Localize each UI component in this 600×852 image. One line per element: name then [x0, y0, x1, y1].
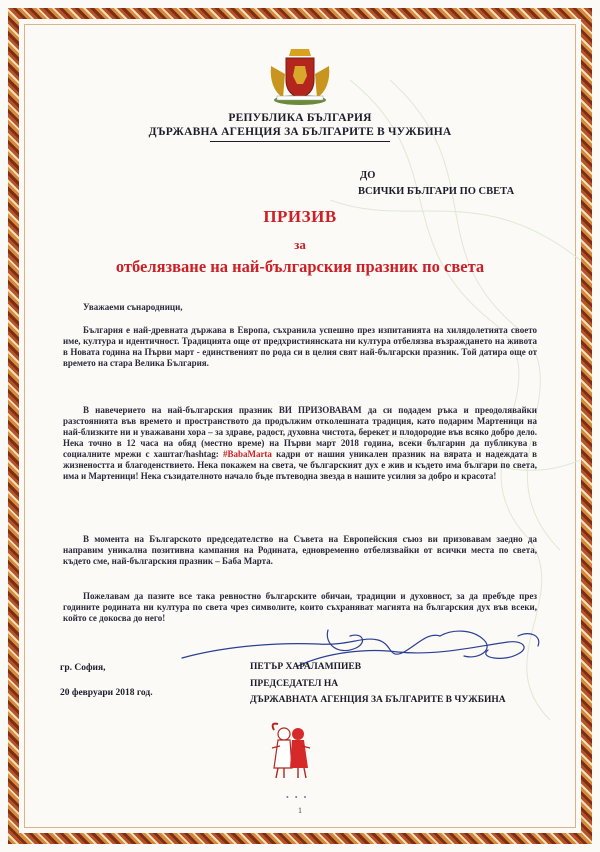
paragraph-2-part-a: В навечерието на най-българския празник ВИ ПРИЗОВАВАМ да си подадем ръка и преодолявайки разстоянията във времето и пространството да продължим отколешната традиция, като подарим Мартеници на най-близките ни и уважавани хора – за здраве, радост, духовна чистота, берекет и плодородие във всяко добро дело. Нека точно в 12 часа на обяд (местно време) на Първи март 2018 година, всеки българин да публикува в социалните мрежи с хаштаг/hashtag: — [63, 405, 537, 459]
martenitsa-doll-icon — [268, 722, 312, 780]
decorative-dots: • • • — [286, 793, 309, 802]
header-republic: РЕПУБЛИКА БЪЛГАРИЯ — [228, 112, 372, 124]
header-agency: ДЪРЖАВНА АГЕНЦИЯ ЗА БЪЛГАРИТЕ В ЧУЖБИНА — [148, 126, 452, 138]
recipient-name: ВСИЧКИ БЪЛГАРИ ПО СВЕТА — [358, 186, 515, 197]
paragraph-4: Пожелавам да пазите все така ревностно българските обичаи, традиции и духовност, за да пребъде през годините родината ни култура по света чрез символите, които съхраняват магията на българския дух във всеки, който се докосва до него! — [63, 591, 537, 623]
paragraph-1: България е най-древната държава в Европа, съхранила успешно през изпитанията на хилядолетията своето име, култура и идентичност. Традицията още от предхристиянската ни култура отбелязва възраждането на живота в Новата година на Първи март - единственият по рода си в целия свят най-български празник. Той датира още от времето на стара Велика България. — [63, 325, 537, 368]
coat-of-arms-icon — [267, 46, 333, 108]
signer-organization: ДЪРЖАВНАТА АГЕНЦИЯ ЗА БЪЛГАРИТЕ В ЧУЖБИНА — [250, 695, 506, 705]
greeting: Уважаеми сънародници, — [83, 302, 183, 312]
signer-name: ПЕТЪР ХАРАЛАМПИЕВ — [250, 662, 362, 672]
paragraph-3: В момента на Българското председателство на Съвета на Европейския съюз ви призовавам заедно да направим уникална позитивна кампания на Родината, едновременно отбелязвайки от всички места по света, където сме, най-българския празник – Баба Марта. — [63, 534, 537, 566]
place: гр. София, — [60, 663, 106, 673]
signer-role: ПРЕДСЕДАТЕЛ НА — [250, 679, 339, 689]
document-subtitle: отбелязване на най-българския празник по света — [115, 257, 485, 276]
paragraph-2 — [63, 405, 537, 482]
hashtag: #BabaMarta — [222, 449, 272, 459]
document-title: ПРИЗИВ — [263, 207, 337, 226]
recipient-to: ДО — [360, 170, 376, 181]
date: 20 февруари 2018 год. — [60, 688, 153, 698]
handwritten-signature — [178, 622, 548, 678]
paragraph-2-part-b: кадри от нашия уникален празник на вярата и надеждата в жизнеността и благоденствието. Нека покажем на света, че българският дух е жив и където има българи по света, има и Мартеници! Нека съзидателното начало бъде пътеводна звезда в нашите усилия за добро и красота! — [63, 449, 537, 481]
document-title-za: за — [294, 237, 306, 252]
header-divider — [210, 141, 390, 142]
page-number: 1 — [298, 806, 302, 815]
